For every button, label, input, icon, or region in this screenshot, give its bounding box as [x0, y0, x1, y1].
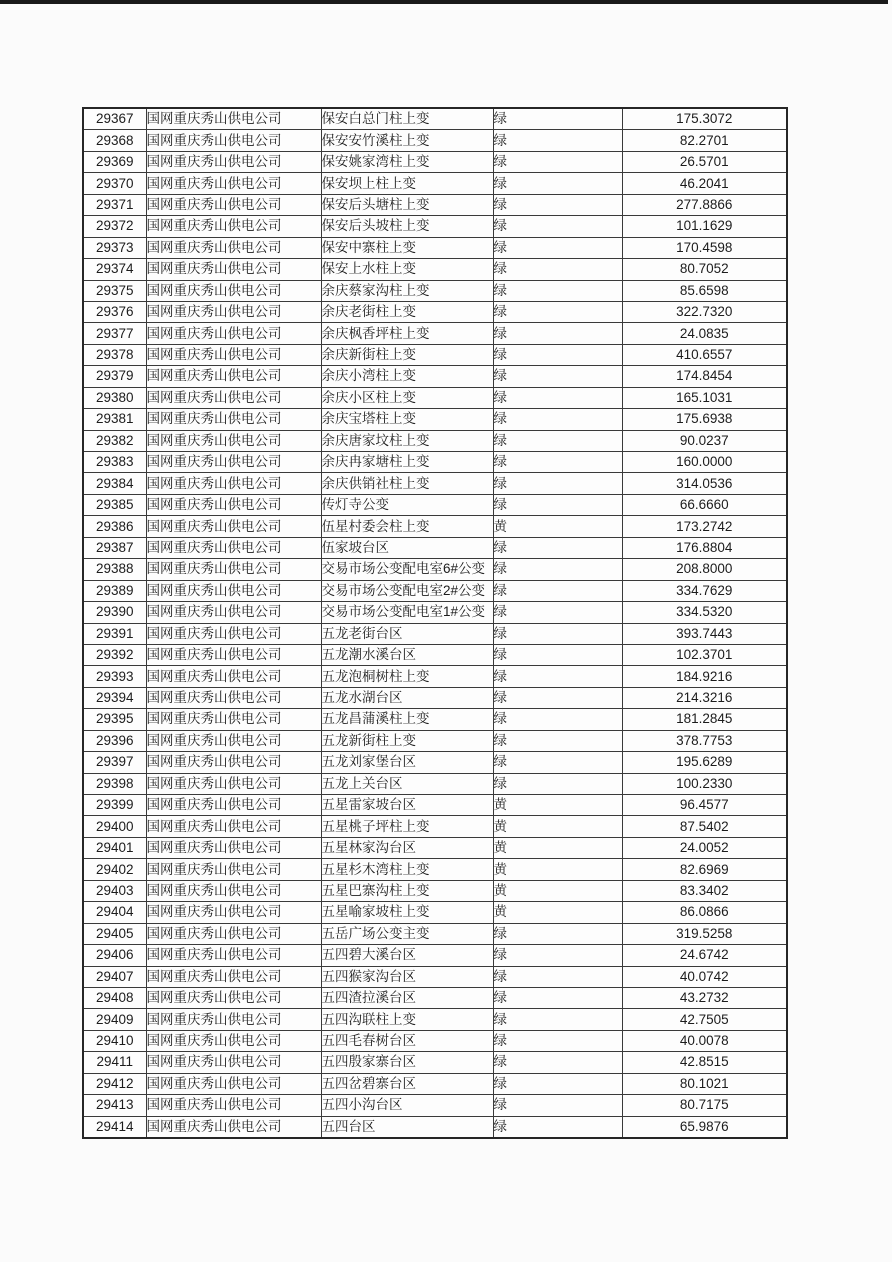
value-cell: 334.7629	[622, 580, 787, 601]
row-id-cell: 29400	[83, 816, 146, 837]
table-row	[83, 1116, 787, 1138]
company-cell: 国网重庆秀山供电公司	[146, 880, 321, 901]
row-id-cell: 29408	[83, 987, 146, 1008]
value-cell: 85.6598	[622, 280, 787, 301]
row-id-cell: 29368	[83, 130, 146, 151]
row-id-cell: 29395	[83, 709, 146, 730]
row-id-cell: 29370	[83, 173, 146, 194]
company-cell: 国网重庆秀山供电公司	[146, 816, 321, 837]
value-cell: 319.5258	[622, 923, 787, 944]
status-cell: 黄	[493, 795, 622, 816]
status-cell: 绿	[493, 259, 622, 280]
row-id-cell: 29384	[83, 473, 146, 494]
value-cell: 24.0835	[622, 323, 787, 344]
power-station-table	[82, 107, 788, 1139]
row-id-cell: 29396	[83, 730, 146, 751]
row-id-cell: 29378	[83, 344, 146, 365]
name-cell: 伍星村委会柱上变	[321, 516, 493, 537]
table-row	[83, 687, 787, 708]
company-cell: 国网重庆秀山供电公司	[146, 130, 321, 151]
name-cell: 五四猴家沟台区	[321, 966, 493, 987]
company-cell: 国网重庆秀山供电公司	[146, 795, 321, 816]
name-cell: 五四沟联柱上变	[321, 1009, 493, 1030]
top-black-bar	[0, 0, 888, 4]
company-cell: 国网重庆秀山供电公司	[146, 259, 321, 280]
value-cell: 86.0866	[622, 902, 787, 923]
value-cell: 102.3701	[622, 644, 787, 665]
status-cell: 绿	[493, 323, 622, 344]
status-cell: 绿	[493, 773, 622, 794]
table-row	[83, 216, 787, 237]
value-cell: 174.8454	[622, 366, 787, 387]
name-cell: 五星林家沟台区	[321, 837, 493, 858]
row-id-cell: 29406	[83, 945, 146, 966]
status-cell: 绿	[493, 108, 622, 130]
status-cell: 黄	[493, 902, 622, 923]
table-row	[83, 709, 787, 730]
name-cell: 五星杉木湾柱上变	[321, 859, 493, 880]
row-id-cell: 29399	[83, 795, 146, 816]
status-cell: 绿	[493, 752, 622, 773]
company-cell: 国网重庆秀山供电公司	[146, 752, 321, 773]
name-cell: 五四台区	[321, 1116, 493, 1138]
value-cell: 65.9876	[622, 1116, 787, 1138]
value-cell: 208.8000	[622, 559, 787, 580]
row-id-cell: 29383	[83, 452, 146, 473]
company-cell: 国网重庆秀山供电公司	[146, 966, 321, 987]
name-cell: 交易市场公变配电室1#公变	[321, 602, 493, 623]
table-row	[83, 623, 787, 644]
company-cell: 国网重庆秀山供电公司	[146, 537, 321, 558]
value-cell: 393.7443	[622, 623, 787, 644]
table-body	[83, 108, 787, 1138]
name-cell: 余庆新街柱上变	[321, 344, 493, 365]
name-cell: 五四殷家寨台区	[321, 1052, 493, 1073]
table-row	[83, 902, 787, 923]
status-cell: 绿	[493, 452, 622, 473]
company-cell: 国网重庆秀山供电公司	[146, 987, 321, 1008]
name-cell: 余庆唐家坟柱上变	[321, 430, 493, 451]
value-cell: 24.0052	[622, 837, 787, 858]
value-cell: 80.7052	[622, 259, 787, 280]
value-cell: 165.1031	[622, 387, 787, 408]
value-cell: 24.6742	[622, 945, 787, 966]
value-cell: 26.5701	[622, 151, 787, 172]
row-id-cell: 29412	[83, 1073, 146, 1094]
status-cell: 绿	[493, 494, 622, 515]
name-cell: 传灯寺公变	[321, 494, 493, 515]
row-id-cell: 29376	[83, 301, 146, 322]
table-row	[83, 966, 787, 987]
status-cell: 绿	[493, 237, 622, 258]
table-row	[83, 301, 787, 322]
status-cell: 绿	[493, 1095, 622, 1116]
name-cell: 保安姚家湾柱上变	[321, 151, 493, 172]
company-cell: 国网重庆秀山供电公司	[146, 837, 321, 858]
name-cell: 五龙泡桐树柱上变	[321, 666, 493, 687]
name-cell: 保安后头塘柱上变	[321, 194, 493, 215]
company-cell: 国网重庆秀山供电公司	[146, 859, 321, 880]
company-cell: 国网重庆秀山供电公司	[146, 387, 321, 408]
table-row	[83, 366, 787, 387]
company-cell: 国网重庆秀山供电公司	[146, 301, 321, 322]
table-row	[83, 151, 787, 172]
row-id-cell: 29386	[83, 516, 146, 537]
company-cell: 国网重庆秀山供电公司	[146, 687, 321, 708]
row-id-cell: 29414	[83, 1116, 146, 1138]
status-cell: 绿	[493, 280, 622, 301]
name-cell: 五龙昌蒲溪柱上变	[321, 709, 493, 730]
status-cell: 绿	[493, 151, 622, 172]
table-row	[83, 666, 787, 687]
table-row	[83, 473, 787, 494]
company-cell: 国网重庆秀山供电公司	[146, 1030, 321, 1051]
name-cell: 五四渣拉溪台区	[321, 987, 493, 1008]
name-cell: 五龙上关台区	[321, 773, 493, 794]
row-id-cell: 29390	[83, 602, 146, 623]
company-cell: 国网重庆秀山供电公司	[146, 1116, 321, 1138]
company-cell: 国网重庆秀山供电公司	[146, 709, 321, 730]
name-cell: 余庆小湾柱上变	[321, 366, 493, 387]
status-cell: 绿	[493, 923, 622, 944]
value-cell: 181.2845	[622, 709, 787, 730]
name-cell: 五龙刘家堡台区	[321, 752, 493, 773]
table-row	[83, 344, 787, 365]
table-row	[83, 237, 787, 258]
value-cell: 42.7505	[622, 1009, 787, 1030]
value-cell: 82.6969	[622, 859, 787, 880]
company-cell: 国网重庆秀山供电公司	[146, 194, 321, 215]
status-cell: 绿	[493, 580, 622, 601]
status-cell: 绿	[493, 1009, 622, 1030]
company-cell: 国网重庆秀山供电公司	[146, 151, 321, 172]
value-cell: 410.6557	[622, 344, 787, 365]
row-id-cell: 29402	[83, 859, 146, 880]
name-cell: 五四碧大溪台区	[321, 945, 493, 966]
status-cell: 绿	[493, 945, 622, 966]
row-id-cell: 29409	[83, 1009, 146, 1030]
name-cell: 余庆小区柱上变	[321, 387, 493, 408]
status-cell: 绿	[493, 194, 622, 215]
value-cell: 80.1021	[622, 1073, 787, 1094]
company-cell: 国网重庆秀山供电公司	[146, 1009, 321, 1030]
table-row	[83, 130, 787, 151]
table-row	[83, 644, 787, 665]
value-cell: 214.3216	[622, 687, 787, 708]
row-id-cell: 29387	[83, 537, 146, 558]
value-cell: 184.9216	[622, 666, 787, 687]
company-cell: 国网重庆秀山供电公司	[146, 666, 321, 687]
company-cell: 国网重庆秀山供电公司	[146, 173, 321, 194]
row-id-cell: 29380	[83, 387, 146, 408]
table-row	[83, 409, 787, 430]
value-cell: 43.2732	[622, 987, 787, 1008]
name-cell: 五岳广场公变主变	[321, 923, 493, 944]
row-id-cell: 29398	[83, 773, 146, 794]
table-row	[83, 602, 787, 623]
status-cell: 绿	[493, 559, 622, 580]
status-cell: 绿	[493, 644, 622, 665]
value-cell: 160.0000	[622, 452, 787, 473]
status-cell: 黄	[493, 516, 622, 537]
company-cell: 国网重庆秀山供电公司	[146, 623, 321, 644]
row-id-cell: 29392	[83, 644, 146, 665]
name-cell: 五星喻家坡柱上变	[321, 902, 493, 923]
company-cell: 国网重庆秀山供电公司	[146, 216, 321, 237]
name-cell: 五星巴寨沟柱上变	[321, 880, 493, 901]
row-id-cell: 29372	[83, 216, 146, 237]
company-cell: 国网重庆秀山供电公司	[146, 430, 321, 451]
name-cell: 保安后头坡柱上变	[321, 216, 493, 237]
value-cell: 100.2330	[622, 773, 787, 794]
name-cell: 五星桃子坪柱上变	[321, 816, 493, 837]
status-cell: 绿	[493, 301, 622, 322]
status-cell: 绿	[493, 987, 622, 1008]
value-cell: 277.8866	[622, 194, 787, 215]
row-id-cell: 29385	[83, 494, 146, 515]
company-cell: 国网重庆秀山供电公司	[146, 473, 321, 494]
table-row	[83, 108, 787, 130]
row-id-cell: 29403	[83, 880, 146, 901]
value-cell: 83.3402	[622, 880, 787, 901]
table-row	[83, 1052, 787, 1073]
status-cell: 绿	[493, 666, 622, 687]
row-id-cell: 29391	[83, 623, 146, 644]
company-cell: 国网重庆秀山供电公司	[146, 237, 321, 258]
company-cell: 国网重庆秀山供电公司	[146, 1095, 321, 1116]
row-id-cell: 29381	[83, 409, 146, 430]
status-cell: 绿	[493, 409, 622, 430]
table-row	[83, 923, 787, 944]
row-id-cell: 29388	[83, 559, 146, 580]
name-cell: 五四毛春树台区	[321, 1030, 493, 1051]
company-cell: 国网重庆秀山供电公司	[146, 945, 321, 966]
row-id-cell: 29367	[83, 108, 146, 130]
value-cell: 40.0078	[622, 1030, 787, 1051]
value-cell: 82.2701	[622, 130, 787, 151]
name-cell: 余庆枫香坪柱上变	[321, 323, 493, 344]
company-cell: 国网重庆秀山供电公司	[146, 730, 321, 751]
row-id-cell: 29410	[83, 1030, 146, 1051]
table-row	[83, 280, 787, 301]
status-cell: 绿	[493, 602, 622, 623]
row-id-cell: 29393	[83, 666, 146, 687]
table-row	[83, 795, 787, 816]
value-cell: 42.8515	[622, 1052, 787, 1073]
table-row	[83, 730, 787, 751]
table-row	[83, 816, 787, 837]
status-cell: 绿	[493, 1116, 622, 1138]
status-cell: 黄	[493, 816, 622, 837]
row-id-cell: 29373	[83, 237, 146, 258]
company-cell: 国网重庆秀山供电公司	[146, 494, 321, 515]
table-row	[83, 537, 787, 558]
table-row	[83, 1073, 787, 1094]
name-cell: 五龙水湖台区	[321, 687, 493, 708]
name-cell: 五四岔碧寨台区	[321, 1073, 493, 1094]
status-cell: 绿	[493, 430, 622, 451]
status-cell: 黄	[493, 859, 622, 880]
company-cell: 国网重庆秀山供电公司	[146, 644, 321, 665]
name-cell: 余庆老街柱上变	[321, 301, 493, 322]
status-cell: 黄	[493, 837, 622, 858]
table-row	[83, 1009, 787, 1030]
status-cell: 绿	[493, 173, 622, 194]
company-cell: 国网重庆秀山供电公司	[146, 902, 321, 923]
row-id-cell: 29377	[83, 323, 146, 344]
row-id-cell: 29382	[83, 430, 146, 451]
company-cell: 国网重庆秀山供电公司	[146, 580, 321, 601]
row-id-cell: 29379	[83, 366, 146, 387]
table-row	[83, 173, 787, 194]
value-cell: 314.0536	[622, 473, 787, 494]
status-cell: 绿	[493, 366, 622, 387]
row-id-cell: 29375	[83, 280, 146, 301]
name-cell: 余庆供销社柱上变	[321, 473, 493, 494]
name-cell: 五龙潮水溪台区	[321, 644, 493, 665]
row-id-cell: 29371	[83, 194, 146, 215]
status-cell: 绿	[493, 966, 622, 987]
name-cell: 保安中寨柱上变	[321, 237, 493, 258]
status-cell: 绿	[493, 473, 622, 494]
status-cell: 绿	[493, 216, 622, 237]
table-row	[83, 987, 787, 1008]
row-id-cell: 29374	[83, 259, 146, 280]
company-cell: 国网重庆秀山供电公司	[146, 452, 321, 473]
status-cell: 绿	[493, 344, 622, 365]
name-cell: 五龙新街柱上变	[321, 730, 493, 751]
company-cell: 国网重庆秀山供电公司	[146, 366, 321, 387]
name-cell: 余庆蔡家沟柱上变	[321, 280, 493, 301]
company-cell: 国网重庆秀山供电公司	[146, 1052, 321, 1073]
status-cell: 绿	[493, 1052, 622, 1073]
value-cell: 175.3072	[622, 108, 787, 130]
table-row	[83, 452, 787, 473]
company-cell: 国网重庆秀山供电公司	[146, 923, 321, 944]
company-cell: 国网重庆秀山供电公司	[146, 323, 321, 344]
company-cell: 国网重庆秀山供电公司	[146, 773, 321, 794]
name-cell: 五星雷家坡台区	[321, 795, 493, 816]
name-cell: 保安安竹溪柱上变	[321, 130, 493, 151]
row-id-cell: 29407	[83, 966, 146, 987]
table-row	[83, 516, 787, 537]
table-row	[83, 752, 787, 773]
row-id-cell: 29404	[83, 902, 146, 923]
status-cell: 绿	[493, 1030, 622, 1051]
status-cell: 绿	[493, 387, 622, 408]
company-cell: 国网重庆秀山供电公司	[146, 1073, 321, 1094]
value-cell: 87.5402	[622, 816, 787, 837]
row-id-cell: 29394	[83, 687, 146, 708]
table-row	[83, 194, 787, 215]
table-row	[83, 773, 787, 794]
name-cell: 五龙老街台区	[321, 623, 493, 644]
value-cell: 46.2041	[622, 173, 787, 194]
table-row	[83, 323, 787, 344]
table-row	[83, 837, 787, 858]
value-cell: 378.7753	[622, 730, 787, 751]
value-cell: 66.6660	[622, 494, 787, 515]
table-row	[83, 945, 787, 966]
company-cell: 国网重庆秀山供电公司	[146, 344, 321, 365]
name-cell: 余庆宝塔柱上变	[321, 409, 493, 430]
status-cell: 绿	[493, 709, 622, 730]
table-row	[83, 430, 787, 451]
table-row	[83, 259, 787, 280]
row-id-cell: 29413	[83, 1095, 146, 1116]
table-row	[83, 387, 787, 408]
status-cell: 绿	[493, 687, 622, 708]
table-row	[83, 880, 787, 901]
value-cell: 40.0742	[622, 966, 787, 987]
value-cell: 176.8804	[622, 537, 787, 558]
name-cell: 交易市场公变配电室6#公变	[321, 559, 493, 580]
company-cell: 国网重庆秀山供电公司	[146, 516, 321, 537]
status-cell: 绿	[493, 623, 622, 644]
value-cell: 96.4577	[622, 795, 787, 816]
value-cell: 175.6938	[622, 409, 787, 430]
value-cell: 101.1629	[622, 216, 787, 237]
value-cell: 334.5320	[622, 602, 787, 623]
name-cell: 交易市场公变配电室2#公变	[321, 580, 493, 601]
table-row	[83, 1030, 787, 1051]
value-cell: 170.4598	[622, 237, 787, 258]
row-id-cell: 29389	[83, 580, 146, 601]
company-cell: 国网重庆秀山供电公司	[146, 108, 321, 130]
value-cell: 322.7320	[622, 301, 787, 322]
name-cell: 伍家坡台区	[321, 537, 493, 558]
status-cell: 绿	[493, 537, 622, 558]
status-cell: 绿	[493, 1073, 622, 1094]
company-cell: 国网重庆秀山供电公司	[146, 602, 321, 623]
value-cell: 173.2742	[622, 516, 787, 537]
row-id-cell: 29401	[83, 837, 146, 858]
row-id-cell: 29411	[83, 1052, 146, 1073]
company-cell: 国网重庆秀山供电公司	[146, 280, 321, 301]
value-cell: 195.6289	[622, 752, 787, 773]
name-cell: 保安白总门柱上变	[321, 108, 493, 130]
company-cell: 国网重庆秀山供电公司	[146, 559, 321, 580]
status-cell: 绿	[493, 130, 622, 151]
name-cell: 保安上水柱上变	[321, 259, 493, 280]
status-cell: 绿	[493, 730, 622, 751]
row-id-cell: 29405	[83, 923, 146, 944]
table-row	[83, 1095, 787, 1116]
row-id-cell: 29369	[83, 151, 146, 172]
name-cell: 保安坝上柱上变	[321, 173, 493, 194]
table-row	[83, 859, 787, 880]
status-cell: 黄	[493, 880, 622, 901]
value-cell: 90.0237	[622, 430, 787, 451]
table-row	[83, 494, 787, 515]
value-cell: 80.7175	[622, 1095, 787, 1116]
company-cell: 国网重庆秀山供电公司	[146, 409, 321, 430]
name-cell: 五四小沟台区	[321, 1095, 493, 1116]
table-row	[83, 559, 787, 580]
row-id-cell: 29397	[83, 752, 146, 773]
table-row	[83, 580, 787, 601]
name-cell: 余庆冉家塘柱上变	[321, 452, 493, 473]
